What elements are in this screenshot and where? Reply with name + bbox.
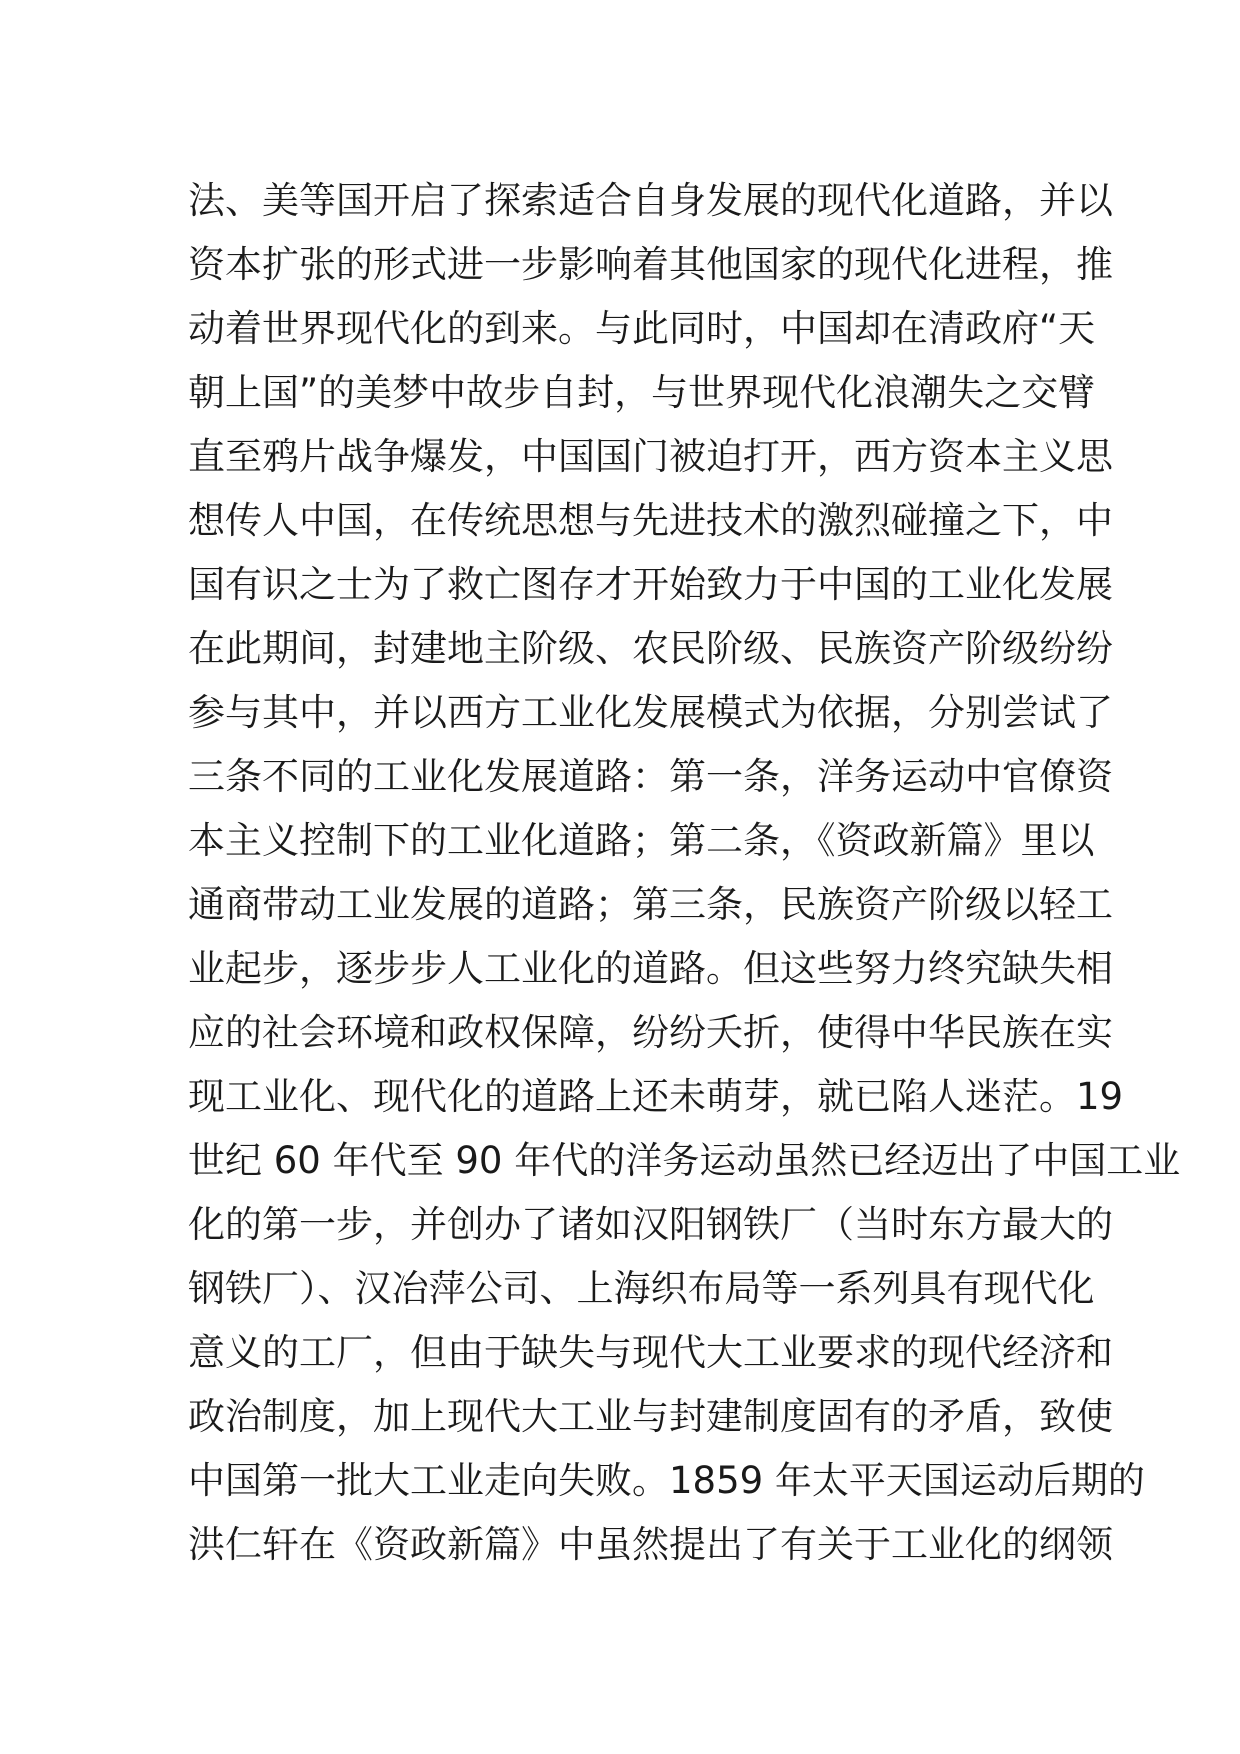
text-line: 三条不同的工业化发展道路：第一条，洋务运动中官僚资 — [188, 755, 1113, 798]
text-line: 直至鸦片战争爆发，中国国门被迫打开，西方资本主义思 — [188, 435, 1113, 478]
text-line: 参与其中，并以西方工业化发展模式为依据，分别尝试了 — [188, 691, 1113, 734]
text-line: 通商带动工业发展的道路；第三条，民族资产阶级以轻工 — [188, 883, 1113, 926]
text-line: 钢铁厂）、汉冶萍公司、上海织布局等一系列具有现代化 — [188, 1267, 1095, 1310]
text-line: 中国第一批大工业走向失败。1859 年太平天国运动后期的 — [188, 1459, 1145, 1502]
text-line: 在此期间，封建地主阶级、农民阶级、民族资产阶级纷纷 — [188, 627, 1113, 670]
text-line: 化的第一步，并创办了诸如汉阳钢铁厂（当时东方最大的 — [188, 1203, 1113, 1246]
text-line: 国有识之士为了救亡图存才开始致力于中国的工业化发展 — [188, 563, 1113, 606]
text-line: 法、美等国开启了探索适合自身发展的现代化道路，并以 — [188, 179, 1113, 222]
text-line: 现工业化、现代化的道路上还未萌芽，就已陷人迷茫。19 — [188, 1075, 1124, 1118]
text-line: 政治制度，加上现代大工业与封建制度固有的矛盾，致使 — [188, 1395, 1113, 1438]
text-line: 本主义控制下的工业化道路；第二条，《资政新篇》里以 — [188, 819, 1095, 862]
text-line: 朝上国”的美梦中故步自封，与世界现代化浪潮失之交臂 — [188, 371, 1096, 414]
text-line: 洪仁轩在《资政新篇》中虽然提出了有关于工业化的纲领 — [188, 1523, 1113, 1566]
text-line: 资本扩张的形式进一步影响着其他国家的现代化进程，推 — [188, 243, 1113, 286]
text-line: 世纪 60 年代至 90 年代的洋务运动虽然已经迈出了中国工业 — [188, 1139, 1181, 1182]
body-text — [188, 169, 1181, 1577]
text-line: 业起步，逐步步人工业化的道路。但这些努力终究缺失相 — [188, 947, 1113, 990]
text-line: 应的社会环境和政权保障，纷纷夭折，使得中华民族在实 — [188, 1011, 1113, 1054]
text-line: 想传人中国，在传统思想与先进技术的激烈碰撞之下，中 — [188, 499, 1113, 542]
text-line: 动着世界现代化的到来。与此同时，中国却在清政府“天 — [188, 307, 1096, 350]
text-line: 意义的工厂，但由于缺失与现代大工业要求的现代经济和 — [188, 1331, 1113, 1374]
